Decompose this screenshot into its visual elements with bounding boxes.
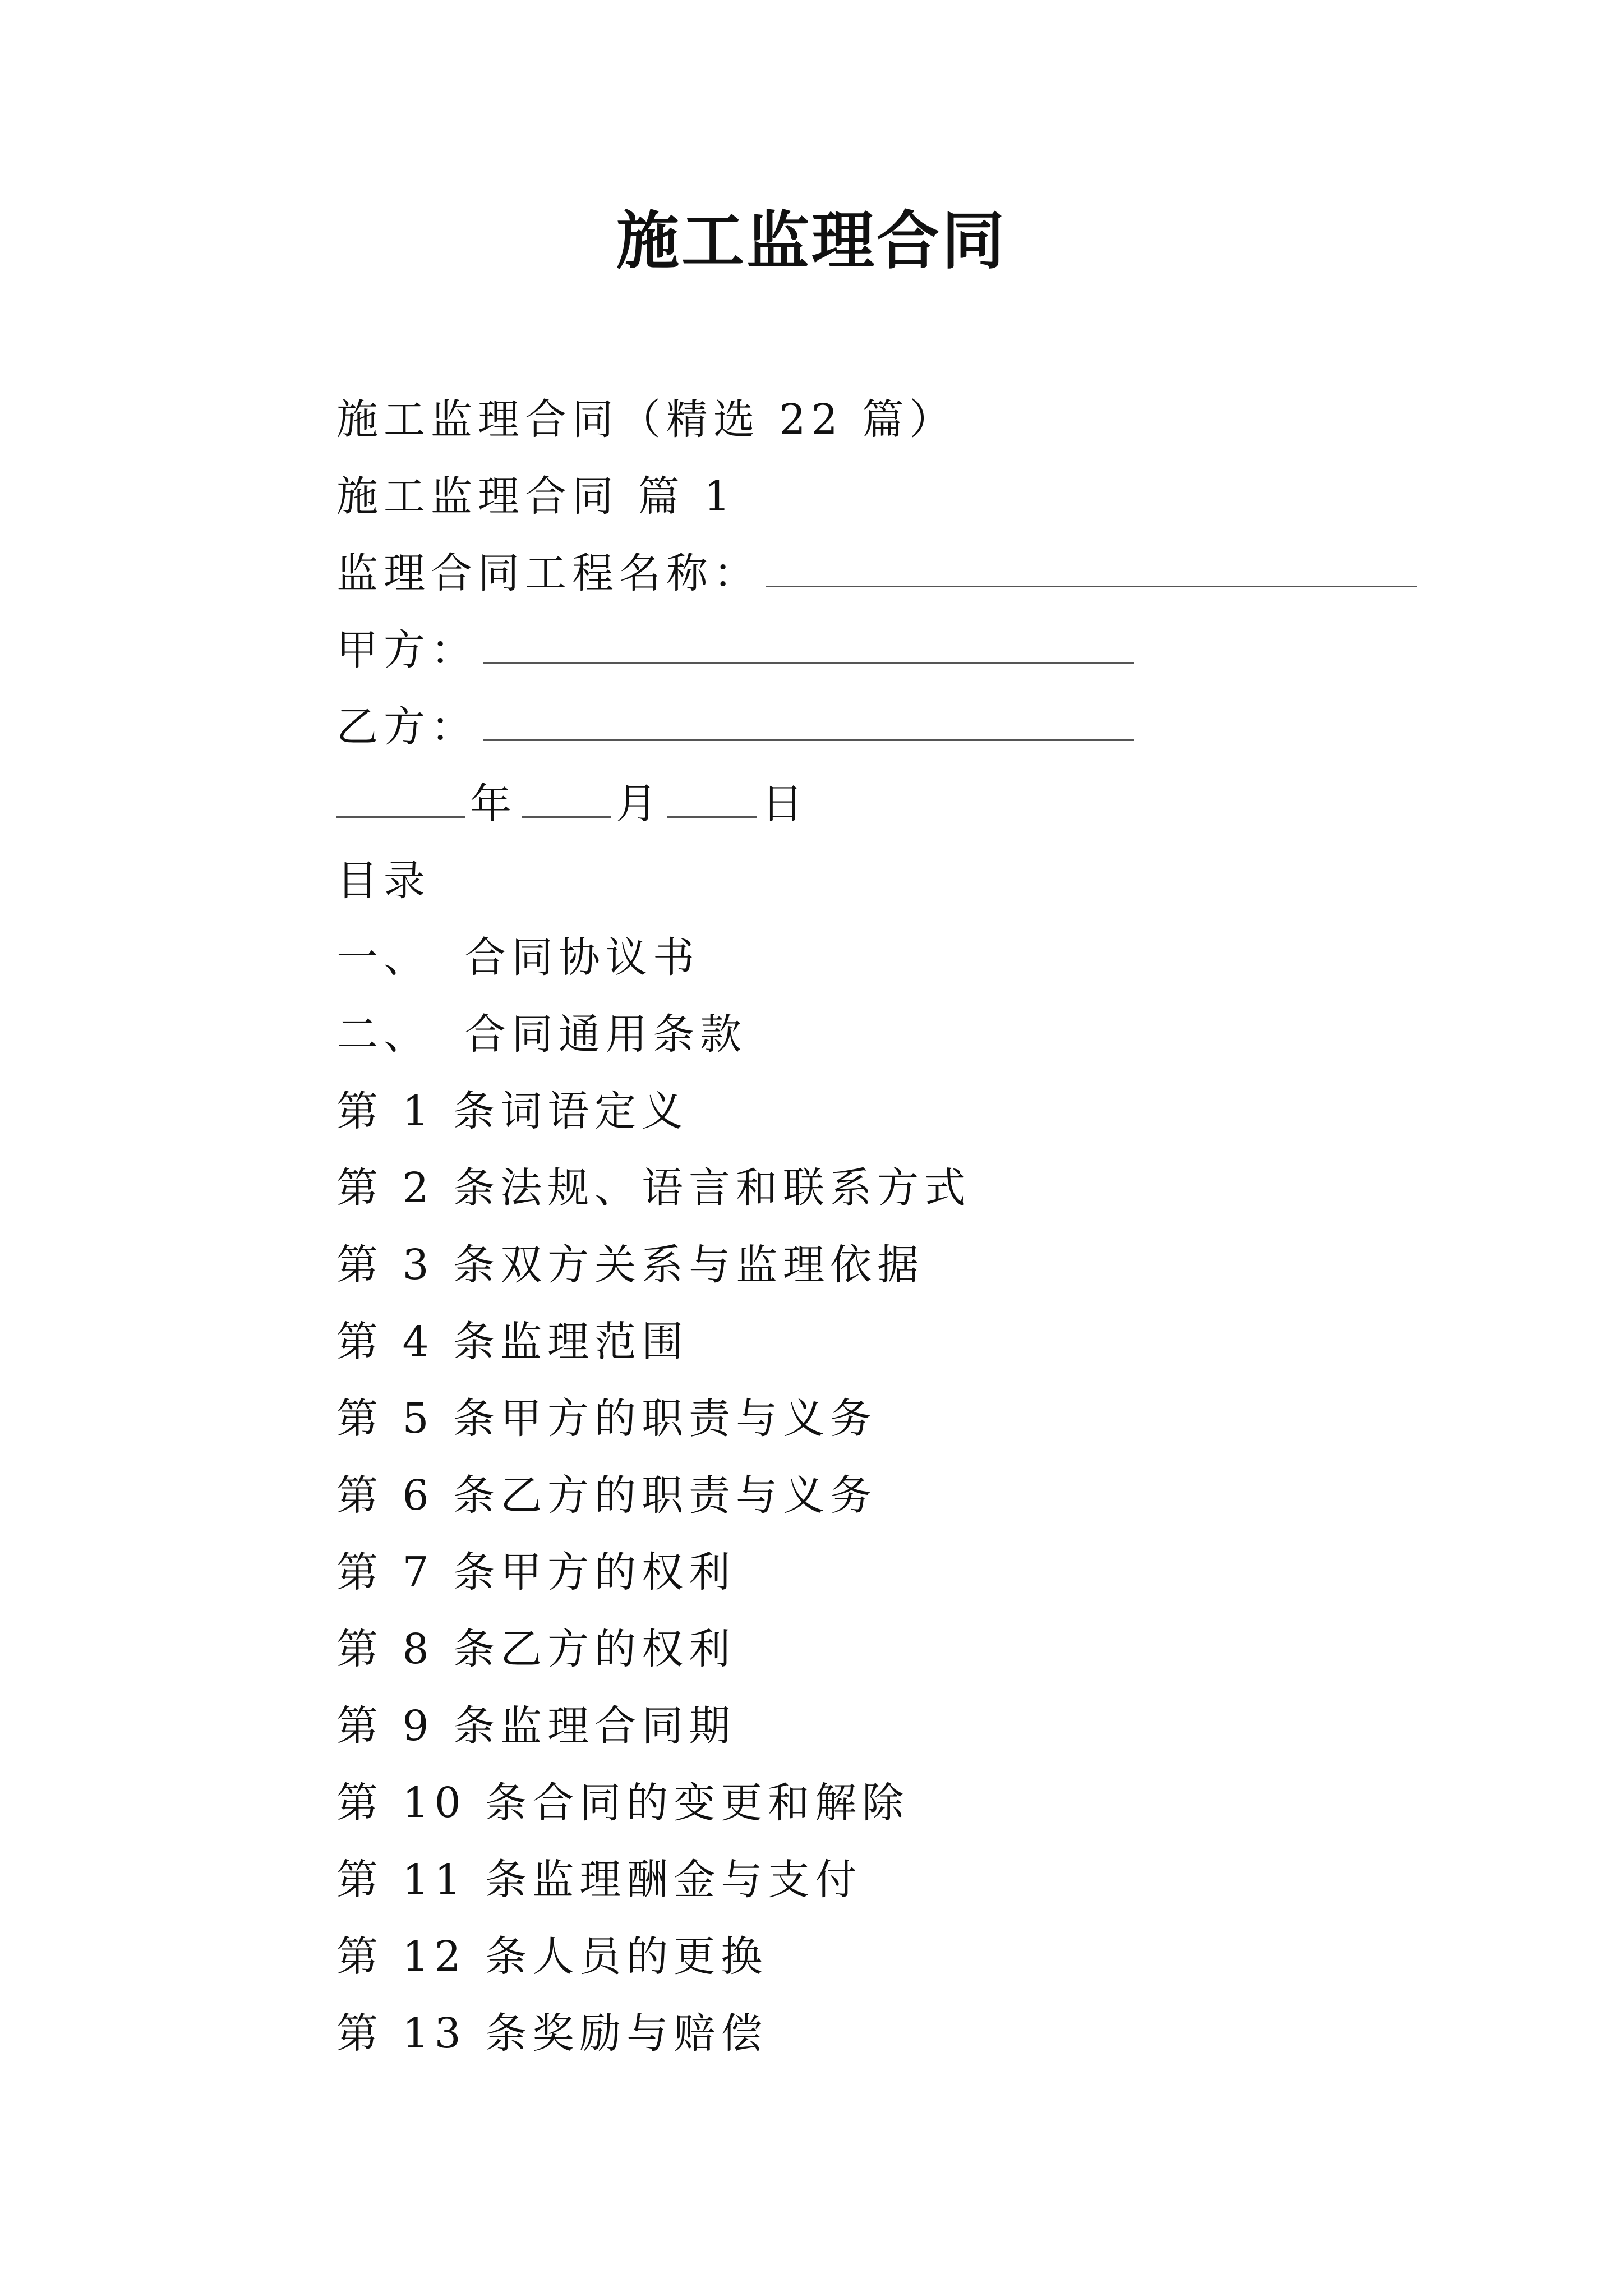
toc-part-number: 一、 xyxy=(336,933,431,982)
toc-clause: 第 9 条监理合同期 xyxy=(336,1702,736,1750)
toc-clause: 第 10 条合同的变更和解除 xyxy=(336,1779,910,1827)
party-b-blank[interactable] xyxy=(483,698,1134,741)
toc-clause: 第 13 条奖励与赔偿 xyxy=(336,2009,768,2058)
party-a-row xyxy=(336,612,1458,689)
toc-clause: 第 4 条监理范围 xyxy=(336,1318,689,1366)
toc-clause: 第 11 条监理酬金与支付 xyxy=(336,1856,863,1904)
party-b-row xyxy=(336,689,1458,766)
party-b-label: 乙方： xyxy=(336,703,478,751)
project-name-blank[interactable] xyxy=(766,544,1417,587)
project-name-label: 监理合同工程名称： xyxy=(336,549,760,597)
toc-clause: 第 3 条双方关系与监理依据 xyxy=(336,1241,925,1289)
day-blank[interactable] xyxy=(667,775,757,818)
date-row xyxy=(336,766,1458,843)
toc-clause: 第 8 条乙方的权利 xyxy=(336,1625,736,1673)
toc-clause: 第 1 条词语定义 xyxy=(336,1087,689,1135)
toc-part-title: 合同通用条款 xyxy=(464,1010,747,1059)
toc-part-title: 合同协议书 xyxy=(464,933,700,982)
toc-clause: 第 12 条人员的更换 xyxy=(336,1932,768,1981)
toc-clause: 第 2 条法规、语言和联系方式 xyxy=(336,1164,972,1212)
document-body xyxy=(336,381,1458,2072)
party-a-blank[interactable] xyxy=(483,621,1134,664)
party-a-label: 甲方： xyxy=(336,626,478,674)
toc-clause: 第 5 条甲方的职责与义务 xyxy=(336,1395,878,1443)
project-name-row xyxy=(336,535,1458,612)
year-label: 年 xyxy=(470,780,517,828)
toc-clause: 第 6 条乙方的职责与义务 xyxy=(336,1471,878,1520)
year-blank[interactable] xyxy=(336,775,465,818)
toc-title: 目录 xyxy=(336,857,431,905)
toc-clause: 第 7 条甲方的权利 xyxy=(336,1548,736,1596)
document-title: 施工监理合同 xyxy=(616,204,1007,278)
subtitle: 施工监理合同（精选 22 篇） xyxy=(336,395,957,444)
day-label: 日 xyxy=(762,780,809,828)
section-heading: 施工监理合同 篇 1 xyxy=(336,472,736,521)
toc-part xyxy=(336,996,1458,1073)
toc-part-number: 二、 xyxy=(336,1010,431,1059)
toc-part xyxy=(336,919,1458,996)
month-label: 月 xyxy=(616,780,663,828)
month-blank[interactable] xyxy=(522,775,611,818)
